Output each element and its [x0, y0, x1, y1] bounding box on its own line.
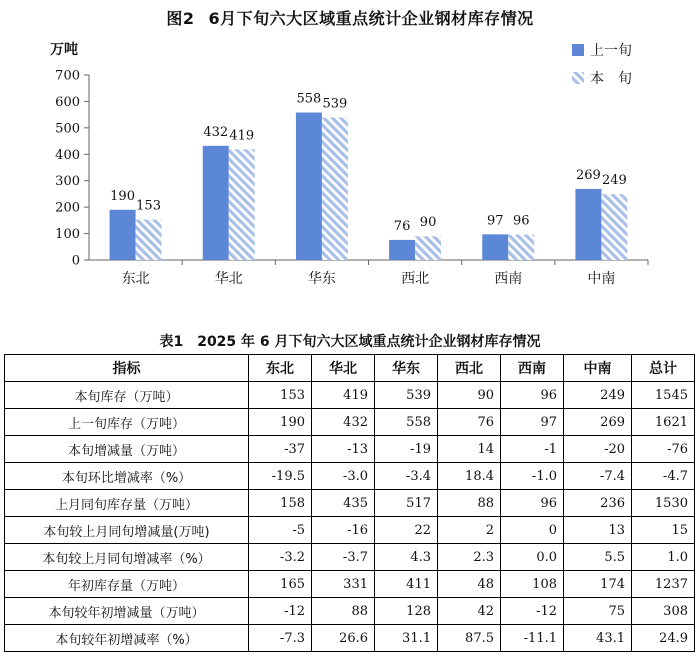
table-cell: 1545: [632, 382, 695, 409]
row-label: 本旬增减量（万吨）: [5, 436, 249, 463]
legend-swatch: [572, 44, 584, 56]
table-number: 表1: [159, 334, 184, 350]
table-row: [5, 382, 695, 409]
bar-value-label: 76: [393, 218, 411, 234]
table-cell: -1: [501, 436, 564, 463]
table-cell: -11.1: [501, 625, 564, 652]
y-tick-label: 400: [55, 147, 80, 163]
table-cell: 76: [438, 409, 501, 436]
bar-value-label: 558: [296, 91, 322, 107]
bar-value-label: 90: [419, 215, 437, 231]
table-cell: 24.9: [632, 625, 695, 652]
bar-value-label: 153: [136, 198, 161, 214]
table-cell: 108: [501, 571, 564, 598]
bar-value-label: 432: [203, 124, 229, 140]
table-cell: -7.4: [564, 463, 632, 490]
bar-previous-period: [110, 210, 136, 260]
bar-previous-period: [575, 189, 601, 260]
table-cell: 249: [564, 382, 632, 409]
y-tick-label: 100: [55, 227, 80, 243]
table-cell: 432: [312, 409, 375, 436]
bar-current-period: [229, 149, 255, 260]
bar-previous-period: [389, 240, 415, 260]
table-cell: -12: [249, 598, 312, 625]
table-cell: 88: [438, 490, 501, 517]
table-cell: -20: [564, 436, 632, 463]
row-label: 本旬环比增减率（%）: [5, 463, 249, 490]
column-header: 东北: [249, 355, 312, 382]
legend: [572, 43, 632, 87]
row-label: 本旬较年初增减量（万吨）: [5, 598, 249, 625]
y-tick-label: 600: [55, 94, 80, 110]
table-cell: -12: [501, 598, 564, 625]
bar-value-label: 269: [576, 167, 601, 183]
bar-current-period: [601, 194, 627, 260]
row-label: 本旬较年初增减率（%）: [5, 625, 249, 652]
legend-label: 本 旬: [590, 71, 632, 87]
table-row: [5, 436, 695, 463]
category-label: 华东: [307, 271, 336, 287]
table-cell: 43.1: [564, 625, 632, 652]
table-cell: 31.1: [375, 625, 438, 652]
table-cell: 435: [312, 490, 375, 517]
table-cell: 26.6: [312, 625, 375, 652]
category-label: 东北: [121, 271, 150, 287]
table-cell: 517: [375, 490, 438, 517]
bar-value-label: 96: [512, 213, 530, 229]
table-cell: 153: [249, 382, 312, 409]
table-cell: 1530: [632, 490, 695, 517]
table-cell: 22: [375, 517, 438, 544]
bar-previous-period: [296, 113, 322, 260]
table-cell: -3.0: [312, 463, 375, 490]
table-cell: -7.3: [249, 625, 312, 652]
table-cell: -3.2: [249, 544, 312, 571]
bar-current-period: [508, 235, 534, 260]
table-cell: 2: [438, 517, 501, 544]
column-header: 西南: [501, 355, 564, 382]
category-label: 西南: [494, 271, 523, 287]
column-header: 总计: [632, 355, 695, 382]
table-cell: -76: [632, 436, 695, 463]
table-cell: 1237: [632, 571, 695, 598]
table-cell: 13: [564, 517, 632, 544]
table-cell: 158: [249, 490, 312, 517]
table-cell: 88: [312, 598, 375, 625]
bar-previous-period: [203, 146, 229, 260]
figure-number: 图2: [166, 9, 195, 28]
table-cell: 96: [501, 382, 564, 409]
row-label: 本旬较上月同旬增减率（%）: [5, 544, 249, 571]
table-row: [5, 409, 695, 436]
table-cell: 87.5: [438, 625, 501, 652]
bar-current-period: [322, 118, 348, 260]
table-cell: 331: [312, 571, 375, 598]
table-cell: -4.7: [632, 463, 695, 490]
table-cell: 0.0: [501, 544, 564, 571]
table-cell: 1621: [632, 409, 695, 436]
bar-value-label: 539: [322, 96, 348, 112]
column-header: 西北: [438, 355, 501, 382]
table-title: [0, 331, 700, 351]
bar-current-period: [415, 236, 441, 260]
y-axis-unit: 万吨: [50, 42, 78, 58]
bar-value-label: 190: [110, 188, 135, 204]
table-cell: 75: [564, 598, 632, 625]
table-cell: 5.5: [564, 544, 632, 571]
bar-previous-period: [482, 234, 508, 260]
table-cell: 48: [438, 571, 501, 598]
y-tick-label: 700: [55, 68, 80, 84]
column-header: 中南: [564, 355, 632, 382]
table-row: [5, 517, 695, 544]
table-cell: -19.5: [249, 463, 312, 490]
table-cell: -3.7: [312, 544, 375, 571]
table-cell: 128: [375, 598, 438, 625]
table-cell: -3.4: [375, 463, 438, 490]
table-cell: -16: [312, 517, 375, 544]
table-row: [5, 544, 695, 571]
column-header: 指标: [5, 355, 249, 382]
table-cell: 42: [438, 598, 501, 625]
table-row: [5, 490, 695, 517]
table-cell: 539: [375, 382, 438, 409]
column-header: 华北: [312, 355, 375, 382]
table-cell: 15: [632, 517, 695, 544]
table-cell: 269: [564, 409, 632, 436]
bar-value-label: 249: [602, 173, 627, 189]
table-cell: 308: [632, 598, 695, 625]
table-row: [5, 571, 695, 598]
table-cell: -37: [249, 436, 312, 463]
table-cell: 14: [438, 436, 501, 463]
table-cell: 419: [312, 382, 375, 409]
data-labels: [110, 92, 627, 234]
table-body: [5, 382, 695, 652]
table-cell: 174: [564, 571, 632, 598]
bars: [110, 113, 628, 260]
row-label: 本旬库存（万吨）: [5, 382, 249, 409]
table-row: [5, 463, 695, 490]
bar-chart: [0, 34, 700, 294]
table-cell: -13: [312, 436, 375, 463]
table-row: [5, 625, 695, 652]
row-label: 上月同旬库存量（万吨）: [5, 490, 249, 517]
table-cell: -1.0: [501, 463, 564, 490]
table-cell: 558: [375, 409, 438, 436]
table-cell: 97: [501, 409, 564, 436]
row-label: 年初库存量（万吨）: [5, 571, 249, 598]
bar-value-label: 419: [229, 128, 255, 144]
y-tick-label: 300: [55, 174, 80, 190]
x-axis-categories: [122, 260, 648, 287]
table-cell: 90: [438, 382, 501, 409]
bar-current-period: [136, 220, 162, 260]
legend-label: 上一旬: [590, 43, 632, 59]
table-cell: 411: [375, 571, 438, 598]
table-cell: 1.0: [632, 544, 695, 571]
y-tick-label: 0: [71, 253, 80, 269]
row-label: 上一旬库存（万吨）: [5, 409, 249, 436]
table-cell: 4.3: [375, 544, 438, 571]
legend-swatch: [572, 72, 584, 84]
table-row: [5, 598, 695, 625]
bar-value-label: 97: [486, 213, 504, 229]
table-cell: 2.3: [438, 544, 501, 571]
table-cell: 190: [249, 409, 312, 436]
y-tick-label: 500: [55, 121, 80, 137]
table-cell: 165: [249, 571, 312, 598]
category-label: 华北: [214, 271, 243, 287]
table-cell: 236: [564, 490, 632, 517]
table-cell: -5: [249, 517, 312, 544]
table-header-row: [5, 355, 695, 382]
table-cell: 0: [501, 517, 564, 544]
category-label: 中南: [587, 271, 616, 287]
category-label: 西北: [401, 271, 430, 287]
table-cell: -19: [375, 436, 438, 463]
row-label: 本旬较上月同旬增减量(万吨): [5, 517, 249, 544]
column-header: 华东: [375, 355, 438, 382]
table-cell: 18.4: [438, 463, 501, 490]
table-title-text: 2025 年 6 月下旬六大区域重点统计企业钢材库存情况: [197, 334, 541, 350]
y-tick-label: 200: [55, 200, 80, 216]
inventory-table: [4, 354, 695, 652]
table-cell: 96: [501, 490, 564, 517]
figure-title: [0, 6, 700, 29]
figure-title-text: 6月下旬六大区域重点统计企业钢材库存情况: [208, 9, 534, 28]
